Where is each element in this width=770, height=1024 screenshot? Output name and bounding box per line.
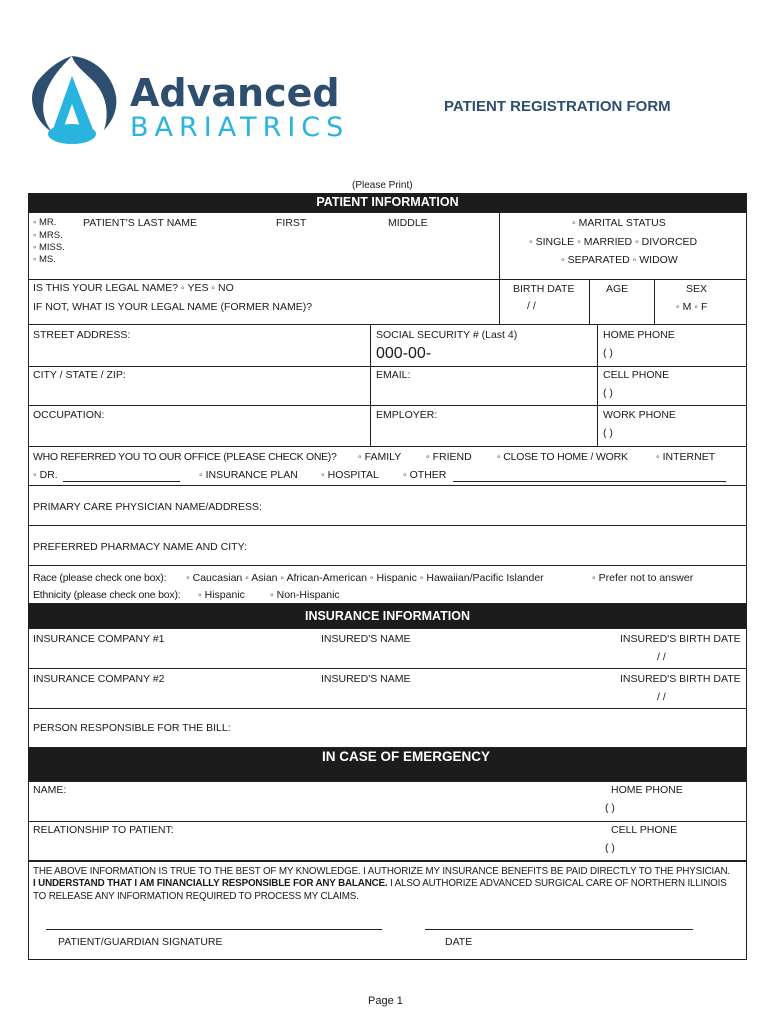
pharmacy-label: PREFERRED PHARMACY NAME AND CITY: xyxy=(33,541,247,553)
first-name-label: FIRST xyxy=(276,217,307,229)
insured-birth-1-field[interactable]: / / xyxy=(657,651,666,663)
please-print-note: (Please Print) xyxy=(352,180,413,191)
page-title: PATIENT REGISTRATION FORM xyxy=(444,98,671,115)
insured-name-1-label: INSURED'S NAME xyxy=(321,633,411,645)
marital-status-label: ◦ MARITAL STATUS xyxy=(572,217,666,229)
race-prefer-not[interactable]: ◦ Prefer not to answer xyxy=(592,572,694,584)
authorization-statement xyxy=(33,866,733,903)
birth-date-label: BIRTH DATE xyxy=(513,283,575,295)
referral-other-line[interactable] xyxy=(453,481,726,482)
insurance-company-2-label: INSURANCE COMPANY #2 xyxy=(33,673,165,685)
marital-options-row1[interactable]: ◦ SINGLE ◦ MARRIED ◦ DIVORCED xyxy=(529,236,698,248)
authorization-text-1: THE ABOVE INFORMATION IS TRUE TO THE BEST OF MY KNOWLEDGE. I AUTHORIZE MY INSURANCE BENEFITS BE PAID DIRECTLY TO THE PHYSICIAN. xyxy=(33,866,730,877)
ssn-label: SOCIAL SECURITY # (Last 4) xyxy=(376,329,518,341)
referral-friend[interactable]: ◦ FRIEND xyxy=(426,451,472,463)
signature-label: PATIENT/GUARDIAN SIGNATURE xyxy=(58,936,223,948)
referral-internet[interactable]: ◦ INTERNET xyxy=(656,451,716,463)
sex-options[interactable]: ◦ M ◦ F xyxy=(676,301,708,313)
cell-phone-field[interactable]: ( ) xyxy=(603,387,613,399)
title-mrs[interactable]: ◦ MRS. xyxy=(33,230,63,241)
page-number: Page 1 xyxy=(368,995,403,1007)
former-name-label: IF NOT, WHAT IS YOUR LEGAL NAME (FORMER NAME)? xyxy=(33,301,313,313)
date-line[interactable] xyxy=(425,929,693,930)
occupation-label: OCCUPATION: xyxy=(33,409,105,421)
date-label: DATE xyxy=(445,936,473,948)
ssn-value[interactable]: 000-00- xyxy=(376,345,432,362)
email-label: EMAIL: xyxy=(376,369,411,381)
referral-other[interactable]: ◦ OTHER xyxy=(403,469,447,481)
referral-insurance-plan[interactable]: ◦ INSURANCE PLAN xyxy=(199,469,298,481)
emergency-home-phone-label: HOME PHONE xyxy=(611,784,683,796)
race-options[interactable]: ◦ Caucasian ◦ Asian ◦ African-American ◦ Hispanic ◦ Hawaiian/Pacific Islander xyxy=(186,572,544,584)
city-state-zip-label: CITY / STATE / ZIP: xyxy=(33,369,126,381)
insured-birth-2-field[interactable]: / / xyxy=(657,691,666,703)
insured-birth-1-label: INSURED'S BIRTH DATE xyxy=(620,633,741,645)
referral-question: WHO REFERRED YOU TO OUR OFFICE (PLEASE CHECK ONE)? xyxy=(33,451,337,463)
referral-hospital[interactable]: ◦ HOSPITAL xyxy=(321,469,379,481)
street-address-label: STREET ADDRESS: xyxy=(33,329,131,341)
referral-family[interactable]: ◦ FAMILY xyxy=(358,451,402,463)
responsible-party-label: PERSON RESPONSIBLE FOR THE BILL: xyxy=(33,722,231,734)
authorization-text-2: I ALSO AUTHORIZE ADVANCED SURGICAL CARE OF NORTHERN ILLINOIS TO RELEASE ANY INFORMATION REQUIRED TO PROCESS MY CLAIMS. xyxy=(33,878,727,902)
cell-phone-label: CELL PHONE xyxy=(603,369,670,381)
last-name-label: PATIENT'S LAST NAME xyxy=(83,217,198,229)
insured-birth-2-label: INSURED'S BIRTH DATE xyxy=(620,673,741,685)
pcp-label: PRIMARY CARE PHYSICIAN NAME/ADDRESS: xyxy=(33,501,262,513)
signature-line[interactable] xyxy=(46,929,382,930)
relationship-label: RELATIONSHIP TO PATIENT: xyxy=(33,824,174,836)
home-phone-field[interactable]: ( ) xyxy=(603,347,613,359)
title-ms[interactable]: ◦ MS. xyxy=(33,254,56,265)
home-phone-label: HOME PHONE xyxy=(603,329,675,341)
insured-name-2-label: INSURED'S NAME xyxy=(321,673,411,685)
referral-doctor[interactable]: ◦ DR. xyxy=(33,469,58,481)
ethnicity-label: Ethnicity (please check one box): xyxy=(33,589,181,601)
logo-mark-icon xyxy=(22,52,122,148)
ethnicity-hispanic[interactable]: ◦ Hispanic xyxy=(198,589,245,601)
race-label: Race (please check one box): xyxy=(33,572,167,584)
marital-options-row2[interactable]: ◦ SEPARATED ◦ WIDOW xyxy=(561,254,678,266)
brand-subname: BARIATRICS xyxy=(130,112,350,143)
emergency-cell-phone-label: CELL PHONE xyxy=(611,824,678,836)
logo xyxy=(22,52,350,148)
work-phone-label: WORK PHONE xyxy=(603,409,676,421)
work-phone-field[interactable]: ( ) xyxy=(603,427,613,439)
employer-label: EMPLOYER: xyxy=(376,409,438,421)
insurance-info-header: INSURANCE INFORMATION xyxy=(28,604,747,628)
emergency-home-phone-field[interactable]: ( ) xyxy=(605,802,615,814)
patient-info-header: PATIENT INFORMATION xyxy=(28,193,747,212)
emergency-cell-phone-field[interactable]: ( ) xyxy=(605,842,615,854)
title-mr[interactable]: ◦ MR. xyxy=(33,217,57,228)
referral-close-to-home[interactable]: ◦ CLOSE TO HOME / WORK xyxy=(497,451,628,463)
age-label: AGE xyxy=(606,283,629,295)
middle-name-label: MIDDLE xyxy=(388,217,428,229)
title-miss[interactable]: ◦ MISS. xyxy=(33,242,65,253)
legal-name-question[interactable]: IS THIS YOUR LEGAL NAME? ◦ YES ◦ NO xyxy=(33,282,234,294)
emergency-name-label: NAME: xyxy=(33,784,67,796)
emergency-header xyxy=(28,748,747,781)
ethnicity-non-hispanic[interactable]: ◦ Non-Hispanic xyxy=(270,589,340,601)
sex-label: SEX xyxy=(686,283,708,295)
birth-date-field[interactable]: / / xyxy=(527,300,536,312)
authorization-text-bold: I UNDERSTAND THAT I AM FINANCIALLY RESPONSIBLE FOR ANY BALANCE. xyxy=(33,878,388,890)
insurance-company-1-label: INSURANCE COMPANY #1 xyxy=(33,633,165,645)
emergency-title: IN CASE OF EMERGENCY xyxy=(322,749,491,764)
brand-name: Advanced xyxy=(130,71,340,115)
referral-doctor-line[interactable] xyxy=(63,481,180,482)
